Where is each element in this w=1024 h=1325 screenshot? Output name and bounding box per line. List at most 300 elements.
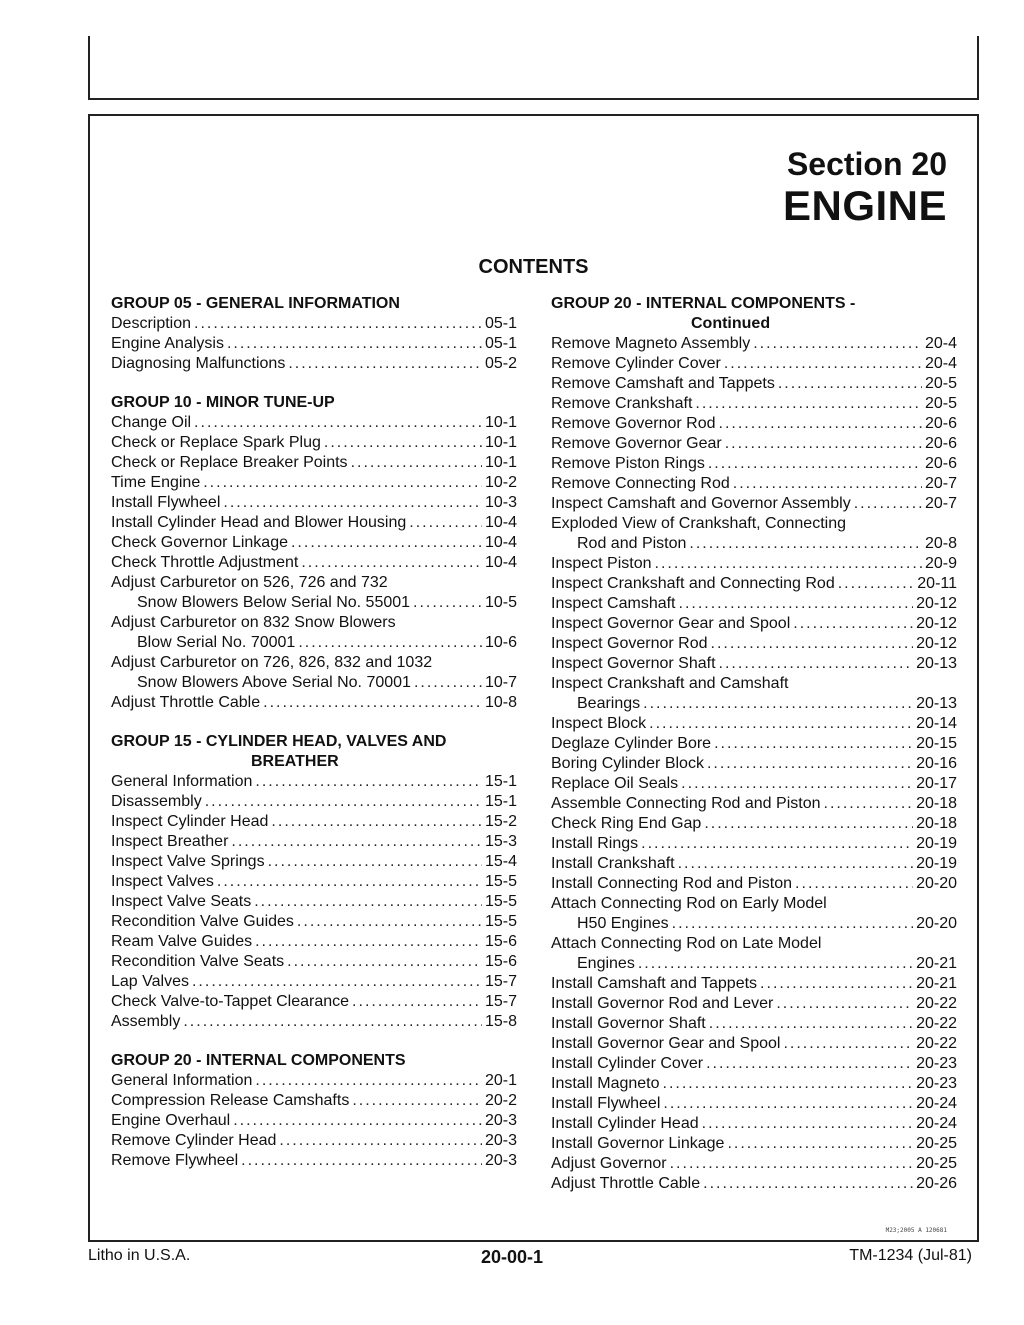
toc-entry-title: Install Flywheel [111,494,221,511]
toc-group [111,393,517,713]
toc-entry-lead: Attach Connecting Rod on Late Model [551,935,822,952]
toc-entry[interactable] [111,453,517,473]
dot-leader [681,774,913,794]
dot-leader [194,413,482,433]
dot-leader [287,952,482,972]
footer-page-number: 20-00-1 [480,1247,544,1267]
toc-entry[interactable] [111,872,517,892]
toc-entry-title: Recondition Valve Seats [111,953,285,970]
toc-entry[interactable] [111,633,517,653]
toc-entry-title: Inspect Governor Shaft [551,655,716,672]
toc-entry[interactable] [111,433,517,453]
toc-entry[interactable] [111,792,517,812]
toc-entry[interactable] [111,553,517,573]
dot-leader [268,852,482,872]
toc-entry-title: Inspect Camshaft [551,595,676,612]
toc-entry-page: 10-1 [484,434,517,451]
toc-entry-title: Remove Cylinder Head [111,1132,277,1149]
footer-manual-id: TM-1234 (Jul-81) [849,1247,972,1264]
toc-entry[interactable] [551,794,957,814]
toc-entry[interactable] [551,834,957,854]
toc-entry[interactable] [111,1071,517,1091]
toc-entry[interactable] [111,892,517,912]
toc-entry[interactable] [551,454,957,474]
toc-entry-title: Inspect Block [551,715,647,732]
toc-entry-page: 20-3 [484,1112,517,1129]
toc-entry-page: 15-3 [484,833,517,850]
toc-entry-title: Check or Replace Breaker Points [111,454,348,471]
dot-leader [724,354,922,374]
toc-entry[interactable] [551,374,957,394]
toc-entry-title: Install Governor Gear and Spool [551,1035,781,1052]
toc-entry-title: Lap Valves [111,973,189,990]
left-column [111,294,517,1190]
toc-entry-page: 20-24 [916,1115,957,1132]
toc-entry-page: 05-2 [484,355,517,372]
group-title-text: GROUP 20 - INTERNAL COMPONENTS [111,1052,406,1069]
dot-leader [776,994,913,1014]
toc-entry[interactable] [111,1091,517,1111]
toc-entry-title: Description [111,315,192,332]
dot-leader [706,1054,913,1074]
toc-entry-title: Inspect Breather [111,833,229,850]
toc-entry-title: Install Flywheel [551,1095,661,1112]
dot-leader [753,334,922,354]
toc-entry-title: Adjust Governor [551,1155,667,1172]
dot-leader [352,992,482,1012]
toc-entry-title: Snow Blowers Above Serial No. 70001 [137,674,411,691]
toc-entry-page: 20-13 [916,695,957,712]
dot-leader [241,1151,482,1171]
toc-entry-title: Adjust Throttle Cable [111,694,261,711]
toc-entry-page: 10-1 [484,454,517,471]
dot-leader [663,1094,913,1114]
toc-entry-page: 20-12 [916,595,957,612]
toc-entry[interactable] [111,693,517,713]
toc-entry-title: Remove Governor Gear [551,435,722,452]
toc-entry-title: Install Cylinder Head [551,1115,699,1132]
toc-entry[interactable] [551,554,957,574]
dot-leader [714,734,913,754]
toc-entry-page: 20-15 [916,735,957,752]
toc-entry[interactable] [551,754,957,774]
toc-entry-title: Install Crankshaft [551,855,675,872]
dot-leader [641,834,913,854]
toc-entry[interactable] [111,533,517,553]
toc-entry[interactable] [111,1151,517,1171]
dot-leader [255,772,482,792]
toc-entry-title: Inspect Valve Springs [111,853,265,870]
dot-leader [727,1134,913,1154]
toc-entry-lead: Adjust Carburetor on 526, 726 and 732 [111,574,388,591]
toc-entry-page: 15-5 [484,873,517,890]
toc-entry[interactable] [551,854,957,874]
toc-entry[interactable] [111,952,517,972]
toc-entry-title: Engine Analysis [111,335,224,352]
dot-leader [783,1034,913,1054]
contents-frame [88,114,979,1242]
toc-entry-title: H50 Engines [577,915,669,932]
toc-entry-title: Install Governor Linkage [551,1135,725,1152]
toc-entry-page: 20-13 [916,655,957,672]
dot-leader [254,892,482,912]
dot-leader [414,673,482,693]
section-heading [783,146,947,230]
dot-leader [255,932,482,952]
toc-entry-page: 20-6 [924,455,957,472]
group-title-text: GROUP 10 - MINOR TUNE-UP [111,394,335,411]
page-footer [0,1247,1024,1271]
toc-entry-page: 20-14 [916,715,957,732]
toc-entry-page: 10-5 [484,594,517,611]
dot-leader [643,694,913,714]
toc-entry-page: 20-8 [924,535,957,552]
toc-entry[interactable] [551,974,957,994]
dot-leader [854,494,922,514]
toc-entry-page: 20-7 [924,495,957,512]
toc-entry-title: Inspect Governor Rod [551,635,708,652]
top-blank-box [88,36,979,100]
toc-entry-page: 20-19 [916,835,957,852]
dot-leader [352,1091,482,1111]
toc-entry-page: 20-7 [924,475,957,492]
toc-entry[interactable] [551,654,957,674]
dot-leader [223,493,482,513]
toc-entry-title: Inspect Crankshaft and Connecting Rod [551,575,835,592]
toc-entry-title: Install Governor Rod and Lever [551,995,774,1012]
toc-entry-page: 10-7 [484,674,517,691]
toc-entry-page: 20-5 [924,375,957,392]
toc-entry-page: 20-22 [916,1035,957,1052]
toc-entry-page: 15-5 [484,913,517,930]
toc-entry-page: 15-8 [484,1013,517,1030]
toc-entry-title: Boring Cylinder Block [551,755,704,772]
footer-printed-in: Litho in U.S.A. [88,1247,191,1264]
toc-entry[interactable] [111,1012,517,1032]
toc-entry[interactable] [551,614,957,634]
toc-entry-page: 10-6 [484,634,517,651]
dot-leader [838,574,915,594]
toc-entry-title: Remove Cylinder Cover [551,355,721,372]
toc-entry-title: Check Throttle Adjustment [111,554,299,571]
toc-entry[interactable] [111,1131,517,1151]
toc-entry-page: 20-4 [924,335,957,352]
toc-entry-page: 15-1 [484,793,517,810]
toc-entry-page: 15-4 [484,853,517,870]
toc-entry-page: 15-2 [484,813,517,830]
toc-entry-title: Engines [577,955,635,972]
toc-entry[interactable] [551,774,957,794]
toc-entry[interactable] [551,694,957,714]
toc-entry[interactable] [551,1174,957,1194]
toc-entry[interactable] [551,434,957,454]
dot-leader [263,693,482,713]
toc-entry[interactable] [551,414,957,434]
toc-entry-page: 20-17 [916,775,957,792]
toc-entry-page: 05-1 [484,315,517,332]
dot-leader [793,614,913,634]
toc-entry-title: Diagnosing Malfunctions [111,355,286,372]
toc-entry-title: Bearings [577,695,641,712]
dot-leader [279,1131,482,1151]
toc-entry-page: 15-7 [484,993,517,1010]
toc-entry[interactable] [551,1094,957,1114]
group-title-continued: BREATHER [251,753,339,770]
dot-leader [655,554,922,574]
toc-entry-title: Install Magneto [551,1075,660,1092]
toc-entry-title: Remove Governor Rod [551,415,716,432]
toc-entry[interactable] [551,1134,957,1154]
toc-entry-title: Engine Overhaul [111,1112,231,1129]
dot-leader [778,374,922,394]
toc-entry[interactable] [111,513,517,533]
dot-leader [707,754,913,774]
toc-entry-page: 20-12 [916,615,957,632]
dot-leader [192,972,482,992]
dot-leader [288,354,482,374]
toc-entry-title: Inspect Piston [551,555,652,572]
toc-entry[interactable] [551,954,957,974]
toc-entry-page: 20-4 [924,355,957,372]
toc-entry[interactable] [551,334,957,354]
toc-entry[interactable] [551,1034,957,1054]
toc-entry[interactable] [111,334,517,354]
toc-entry-title: Install Connecting Rod and Piston [551,875,793,892]
dot-leader [672,914,913,934]
toc-entry-title: Compression Release Camshafts [111,1092,350,1109]
toc-entry-title: General Information [111,1072,253,1089]
group-title [111,1051,517,1071]
toc-entry-page: 10-3 [484,494,517,511]
toc-entry-page: 20-9 [924,555,957,572]
dot-leader [255,1071,482,1091]
toc-entry[interactable] [111,912,517,932]
dot-leader [689,534,922,554]
toc-entry-title: Inspect Cylinder Head [111,813,269,830]
toc-entry-title: Time Engine [111,474,201,491]
dot-leader [227,334,482,354]
toc-entry-page: 20-11 [917,575,957,592]
dot-leader [297,912,482,932]
toc-entry-page: 20-3 [484,1132,517,1149]
toc-entry[interactable] [111,354,517,374]
section-name: ENGINE [782,182,947,229]
dot-leader [708,454,922,474]
toc-entry[interactable] [111,673,517,693]
toc-entry-page: 20-25 [916,1155,957,1172]
toc-entry[interactable] [111,852,517,872]
toc-entry-title: Blow Serial No. 70001 [137,634,296,651]
dot-leader [231,832,482,852]
toc-entry-page: 15-5 [484,893,517,910]
toc-entry-page: 15-1 [484,773,517,790]
dot-leader [351,453,482,473]
toc-entry-title: Snow Blowers Below Serial No. 55001 [137,594,411,611]
toc-entry[interactable] [551,914,957,934]
toc-entry[interactable] [111,593,517,613]
toc-entry-lead: Attach Connecting Rod on Early Model [551,895,827,912]
section-label: Section 20 [786,146,947,182]
toc-entry-page: 20-26 [916,1175,957,1192]
toc-entry[interactable] [551,874,957,894]
group-title-text: GROUP 05 - GENERAL INFORMATION [111,295,400,312]
toc-entry-page: 15-7 [484,973,517,990]
toc-entry[interactable] [111,932,517,952]
dot-leader [324,433,482,453]
toc-entry[interactable] [551,994,957,1014]
toc-entry[interactable] [111,413,517,433]
contents-title: CONTENTS [478,256,589,278]
toc-group [111,1051,517,1171]
toc-entry-title: Remove Magneto Assembly [551,335,751,352]
toc-entry[interactable] [551,1074,957,1094]
dot-leader [301,553,482,573]
dot-leader [205,792,482,812]
group-title-continued: Continued [691,315,771,332]
toc-entry[interactable] [111,972,517,992]
dot-leader [413,593,482,613]
toc-entry[interactable] [551,574,957,594]
toc-entry-title: Adjust Throttle Cable [551,1175,701,1192]
toc-entry-page: 20-23 [916,1055,957,1072]
dot-leader [678,854,913,874]
toc-entry-title: Assembly [111,1013,181,1030]
dot-leader [663,1074,914,1094]
toc-entry-page: 20-18 [916,795,957,812]
toc-entry-page: 20-20 [916,875,957,892]
toc-entry-page: 20-21 [916,975,957,992]
toc-entry-title: Remove Camshaft and Tappets [551,375,775,392]
toc-entry-title: Rod and Piston [577,535,687,552]
toc-entry[interactable] [111,473,517,493]
dot-leader [271,812,482,832]
toc-entry[interactable] [111,1111,517,1131]
toc-entry[interactable] [551,1154,957,1174]
dot-leader [203,473,482,493]
toc-entry-title: Inspect Governor Gear and Spool [551,615,791,632]
toc-entry-page: 20-5 [924,395,957,412]
toc-entry-page: 10-8 [484,694,517,711]
toc-entry[interactable] [111,314,517,334]
toc-entry-title: Replace Oil Seals [551,775,679,792]
toc-entry-title: Remove Connecting Rod [551,475,730,492]
toc-entry-page: 20-3 [484,1152,517,1169]
toc-entry[interactable] [551,714,957,734]
toc-entry-page: 10-2 [484,474,517,491]
toc-entry[interactable] [551,1014,957,1034]
toc-group [551,294,957,1194]
toc-entry-page: 15-6 [484,953,517,970]
toc-group [111,294,517,374]
toc-entry[interactable] [551,534,957,554]
dot-leader [733,474,922,494]
toc-entry[interactable] [551,474,957,494]
dot-leader [679,594,914,614]
toc-entry[interactable] [551,494,957,514]
toc-entry[interactable] [551,734,957,754]
toc-entry-page: 20-25 [916,1135,957,1152]
toc-entry-title: Check Ring End Gap [551,815,702,832]
toc-entry[interactable] [111,772,517,792]
toc-entry-title: Disassembly [111,793,202,810]
toc-entry-page: 20-16 [916,755,957,772]
toc-entry[interactable] [111,812,517,832]
group-title [111,294,517,314]
dot-leader [217,872,482,892]
toc-entry-title: Inspect Valve Seats [111,893,252,910]
toc-entry-lead: Inspect Crankshaft and Camshaft [551,675,789,692]
dot-leader [719,414,922,434]
toc-entry-page: 10-4 [484,554,517,571]
toc-entry-page: 20-12 [916,635,957,652]
toc-entry-title: Remove Flywheel [111,1152,239,1169]
toc-entry[interactable] [111,493,517,513]
right-column [551,294,957,1213]
dot-leader [670,1154,913,1174]
dot-leader [704,814,913,834]
toc-entry-title: Install Governor Shaft [551,1015,706,1032]
toc-entry-title: General Information [111,773,253,790]
dot-leader [709,1014,913,1034]
toc-entry-title: Remove Piston Rings [551,455,705,472]
dot-leader [725,434,922,454]
toc-entry[interactable] [551,394,957,414]
group-title [111,393,517,413]
dot-leader [824,794,914,814]
toc-entry-title: Check or Replace Spark Plug [111,434,321,451]
toc-entry[interactable] [551,594,957,614]
toc-entry-page: 20-20 [916,915,957,932]
dot-leader [703,1174,913,1194]
toc-entry-title: Remove Crankshaft [551,395,693,412]
toc-entry-title: Ream Valve Guides [111,933,253,950]
toc-entry[interactable] [551,1114,957,1134]
dot-leader [183,1012,482,1032]
toc-entry-title: Deglaze Cylinder Bore [551,735,712,752]
toc-entry-page: 20-22 [916,1015,957,1032]
toc-entry-lead: Exploded View of Crankshaft, Connecting [551,515,846,532]
dot-leader [719,654,914,674]
toc-entry-page: 10-1 [484,414,517,431]
dot-leader [233,1111,482,1131]
toc-entry-page: 20-1 [484,1072,517,1089]
dot-leader [409,513,482,533]
dot-leader [695,394,922,414]
toc-entry-title: Install Camshaft and Tappets [551,975,758,992]
toc-entry-page: 20-6 [924,415,957,432]
group-title-text: GROUP 15 - CYLINDER HEAD, VALVES AND [111,733,447,750]
toc-entry[interactable] [111,992,517,1012]
frame-code: M23;2005 A 120681 [885,1227,947,1234]
toc-entry-lead: Adjust Carburetor on 726, 826, 832 and 1032 [111,654,433,671]
toc-entry-page: 20-6 [924,435,957,452]
toc-entry-title: Check Valve-to-Tappet Clearance [111,993,350,1010]
toc-entry[interactable] [111,832,517,852]
toc-entry[interactable] [551,814,957,834]
toc-entry[interactable] [551,354,957,374]
toc-entry[interactable] [551,1054,957,1074]
toc-entry-title: Install Cylinder Cover [551,1055,704,1072]
dot-leader [194,314,482,334]
toc-entry[interactable] [551,634,957,654]
toc-entry-title: Inspect Camshaft and Governor Assembly [551,495,851,512]
toc-entry-page: 10-4 [484,514,517,531]
toc-entry-page: 20-2 [484,1092,517,1109]
toc-entry-page: 20-23 [916,1075,957,1092]
toc-entry-title: Recondition Valve Guides [111,913,294,930]
toc-entry-page: 15-6 [484,933,517,950]
dot-leader [795,874,913,894]
